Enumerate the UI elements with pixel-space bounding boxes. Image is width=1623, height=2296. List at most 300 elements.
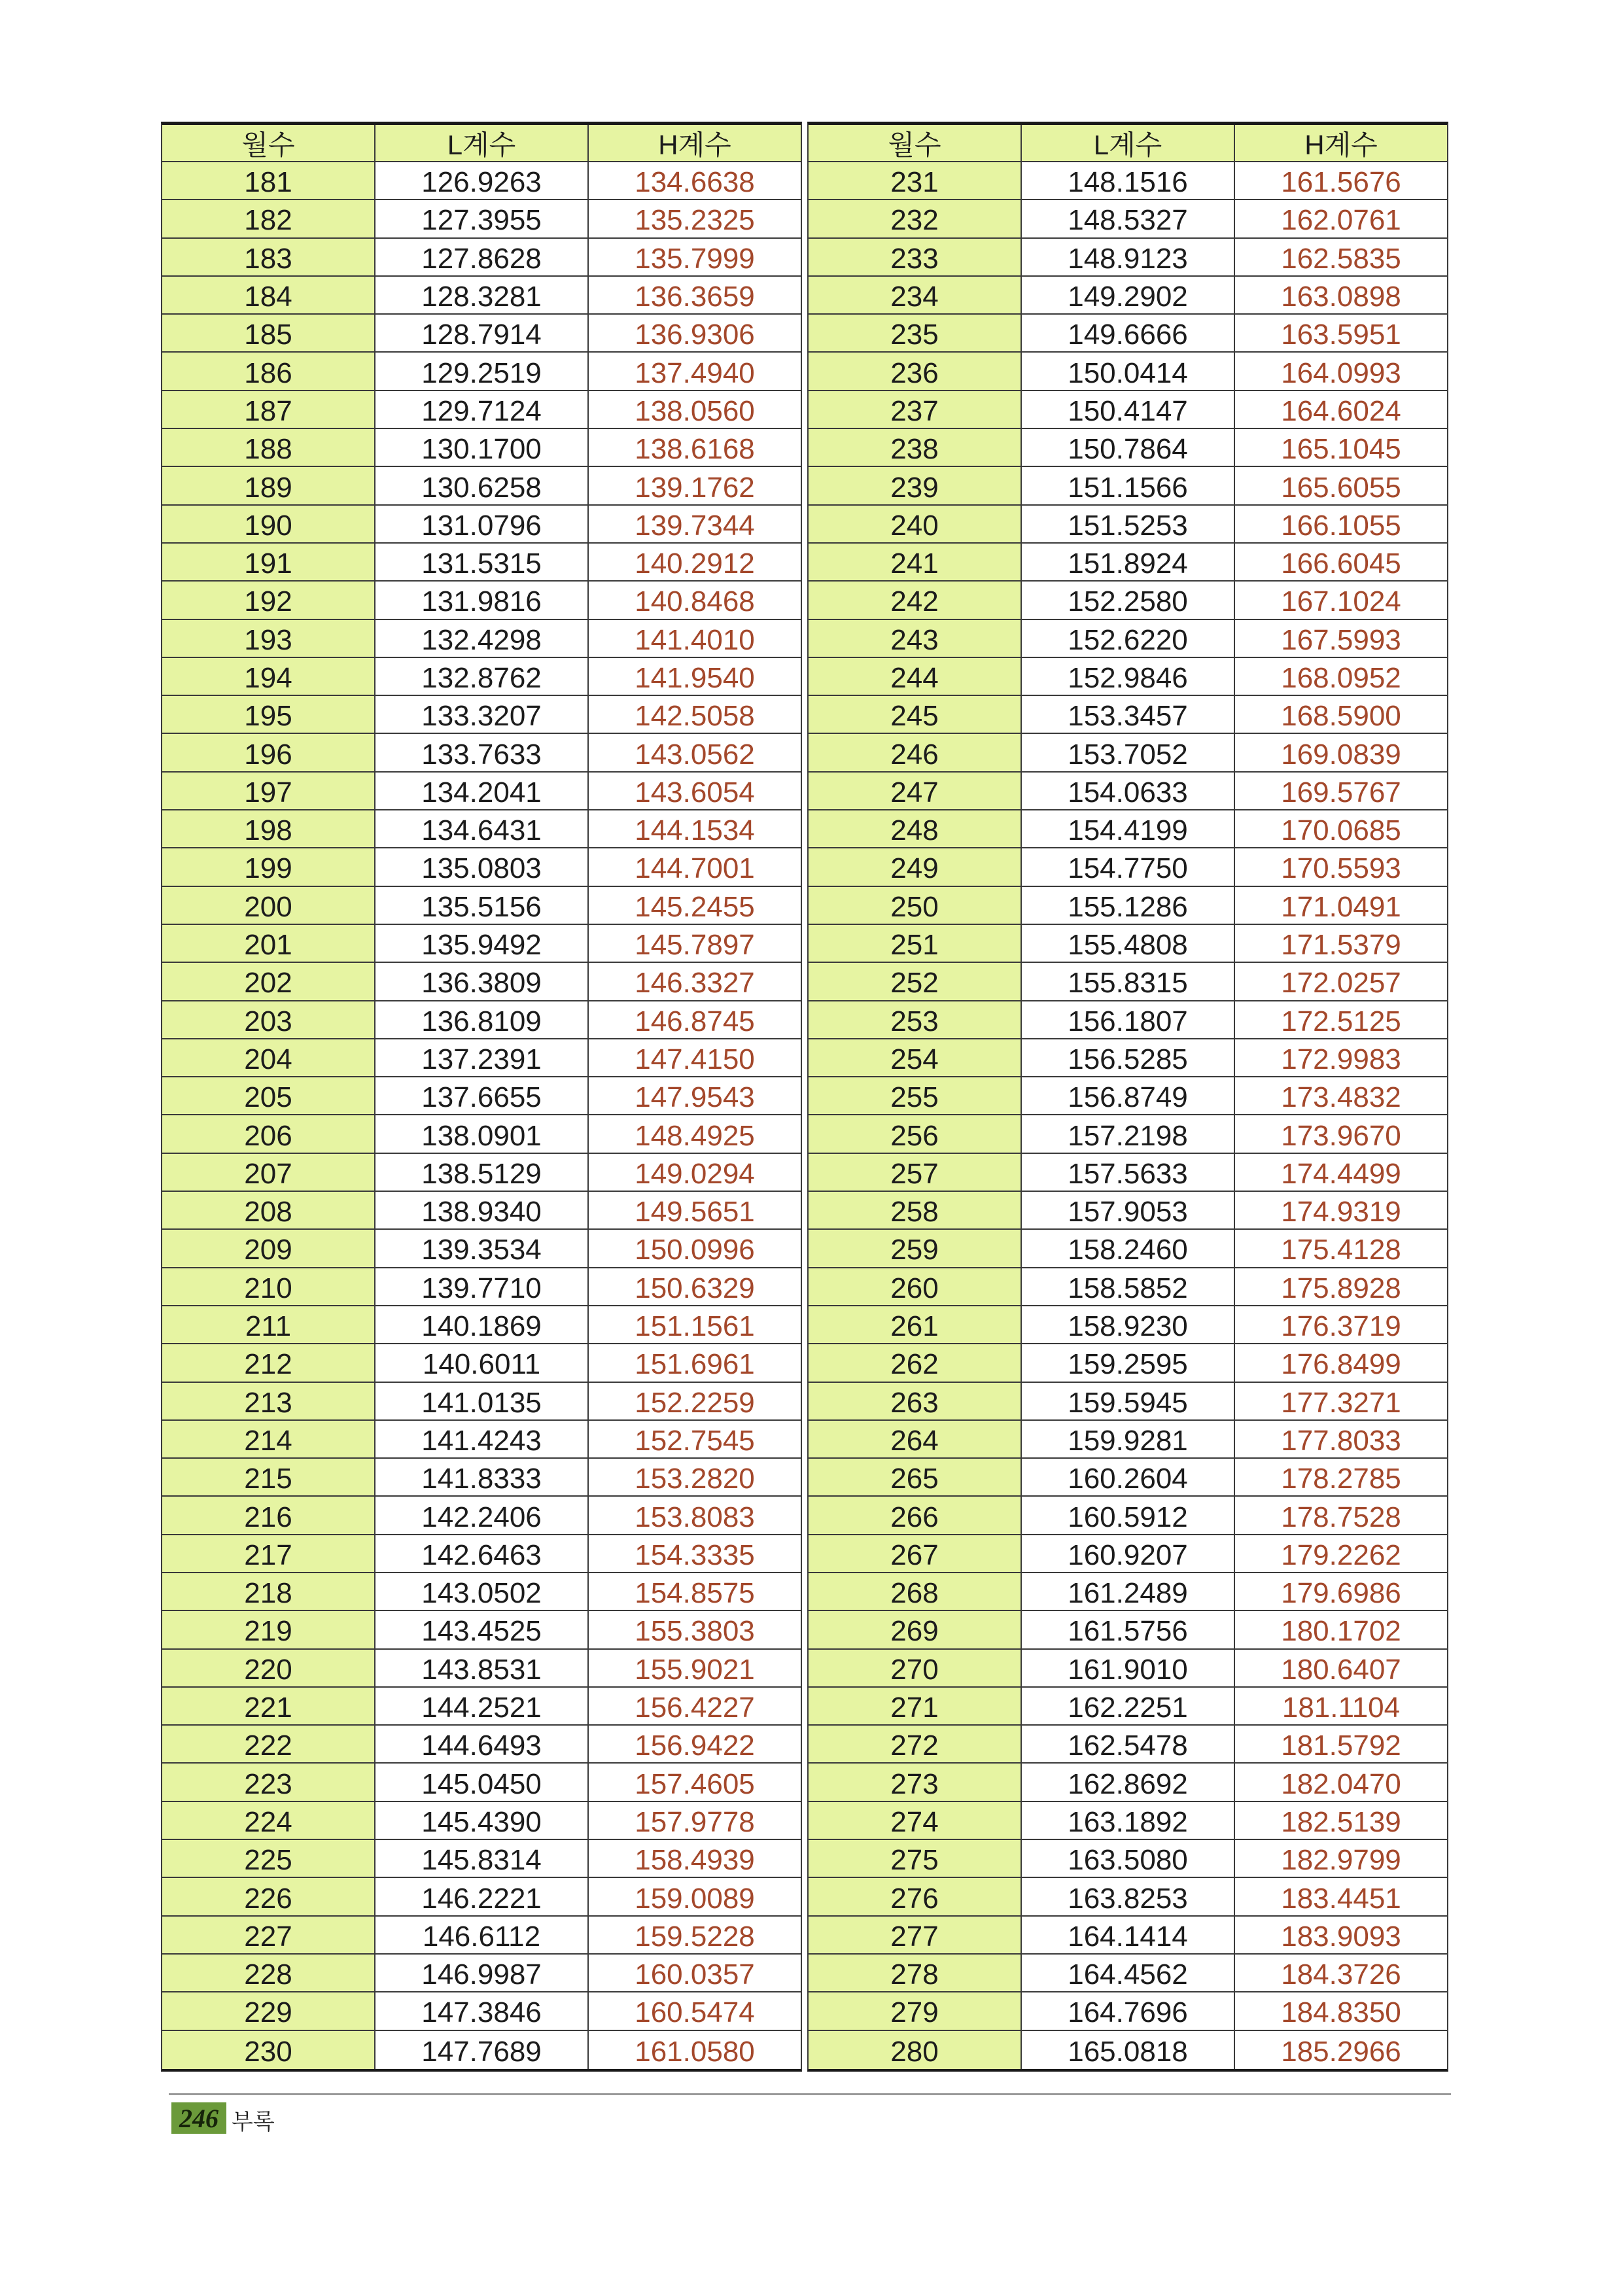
month-cell: 254 bbox=[809, 1039, 1022, 1076]
h-coefficient-cell: 183.9093 bbox=[1281, 1920, 1401, 1953]
month-cell: 187 bbox=[162, 391, 375, 428]
l-coefficient-cell: 161.9010 bbox=[1022, 1650, 1235, 1686]
h-coefficient-cell: 168.5900 bbox=[1281, 700, 1401, 733]
month-cell: 278 bbox=[809, 1955, 1022, 1991]
table-row bbox=[162, 162, 801, 200]
table-row bbox=[809, 315, 1447, 353]
h-coefficient-cell: 140.8468 bbox=[635, 585, 755, 618]
h-coefficient-cell: 162.5835 bbox=[1281, 242, 1401, 275]
month-cell: 188 bbox=[162, 429, 375, 466]
month-cell: 217 bbox=[162, 1535, 375, 1572]
l-coefficient-cell: 145.8314 bbox=[375, 1840, 589, 1877]
table-row bbox=[809, 1154, 1447, 1192]
month-cell: 269 bbox=[809, 1611, 1022, 1648]
h-coefficient-cell: 168.0952 bbox=[1281, 662, 1401, 694]
l-coefficient-cell: 162.8692 bbox=[1022, 1764, 1235, 1800]
h-coefficient-cell: 139.1762 bbox=[635, 471, 755, 504]
l-coefficient-cell: 134.6431 bbox=[375, 810, 589, 847]
h-coefficient-cell: 179.2262 bbox=[1281, 1539, 1401, 1571]
h-coefficient-cell: 143.6054 bbox=[635, 776, 755, 809]
table-row bbox=[809, 1726, 1447, 1764]
month-cell: 275 bbox=[809, 1840, 1022, 1877]
table-row bbox=[809, 1917, 1447, 1955]
month-cell: 214 bbox=[162, 1421, 375, 1457]
month-cell: 262 bbox=[809, 1344, 1022, 1381]
h-coefficient-cell: 175.8928 bbox=[1281, 1272, 1401, 1304]
month-cell: 258 bbox=[809, 1192, 1022, 1228]
month-cell: 232 bbox=[809, 200, 1022, 237]
h-coefficient-cell: 136.9306 bbox=[635, 319, 755, 351]
table-row bbox=[162, 658, 801, 696]
month-cell: 266 bbox=[809, 1497, 1022, 1533]
month-cell: 237 bbox=[809, 391, 1022, 428]
month-cell: 241 bbox=[809, 544, 1022, 580]
table-row bbox=[162, 1611, 801, 1649]
l-coefficient-cell: 150.7864 bbox=[1022, 429, 1235, 466]
table-row bbox=[809, 1955, 1447, 1992]
table-row bbox=[162, 315, 801, 353]
l-coefficient-cell: 138.9340 bbox=[375, 1192, 589, 1228]
l-coefficient-cell: 135.0803 bbox=[375, 848, 589, 885]
l-coefficient-cell: 139.7710 bbox=[375, 1268, 589, 1305]
h-coefficient-cell: 176.8499 bbox=[1281, 1348, 1401, 1381]
month-cell: 212 bbox=[162, 1344, 375, 1381]
l-coefficient-cell: 147.7689 bbox=[375, 2031, 589, 2069]
table-row bbox=[162, 925, 801, 963]
h-coefficient-cell: 152.7545 bbox=[635, 1424, 755, 1457]
l-coefficient-cell: 129.2519 bbox=[375, 353, 589, 389]
month-cell: 192 bbox=[162, 582, 375, 618]
l-coefficient-cell: 144.6493 bbox=[375, 1726, 589, 1762]
l-coefficient-cell: 155.1286 bbox=[1022, 887, 1235, 924]
month-cell: 184 bbox=[162, 277, 375, 313]
table-row bbox=[162, 1039, 801, 1077]
h-coefficient-cell: 183.4451 bbox=[1281, 1882, 1401, 1915]
l-coefficient-cell: 128.3281 bbox=[375, 277, 589, 313]
h-coefficient-cell: 164.0993 bbox=[1281, 357, 1401, 389]
l-coefficient-cell: 146.2221 bbox=[375, 1878, 589, 1915]
table-row bbox=[162, 620, 801, 658]
table-row bbox=[809, 1344, 1447, 1382]
h-coefficient-cell: 135.2325 bbox=[635, 204, 755, 237]
h-coefficient-cell: 161.0580 bbox=[635, 2035, 755, 2068]
month-cell: 195 bbox=[162, 696, 375, 733]
table-row bbox=[809, 773, 1447, 810]
l-coefficient-cell: 141.0135 bbox=[375, 1383, 589, 1419]
table-row bbox=[162, 1268, 801, 1306]
l-coefficient-cell: 126.9263 bbox=[375, 162, 589, 199]
header-month: 월수 bbox=[809, 125, 1022, 161]
h-coefficient-cell: 170.0685 bbox=[1281, 814, 1401, 847]
l-coefficient-cell: 135.9492 bbox=[375, 925, 589, 962]
month-cell: 189 bbox=[162, 467, 375, 504]
h-coefficient-cell: 165.1045 bbox=[1281, 433, 1401, 466]
table-row bbox=[809, 162, 1447, 200]
left-table bbox=[161, 122, 802, 2072]
h-coefficient-cell: 154.8575 bbox=[635, 1577, 755, 1610]
month-cell: 186 bbox=[162, 353, 375, 389]
l-coefficient-cell: 162.5478 bbox=[1022, 1726, 1235, 1762]
table-row bbox=[809, 1878, 1447, 1916]
h-coefficient-cell: 184.3726 bbox=[1281, 1958, 1401, 1991]
h-coefficient-cell: 171.0491 bbox=[1281, 890, 1401, 923]
month-cell: 240 bbox=[809, 506, 1022, 542]
h-coefficient-cell: 134.6638 bbox=[635, 166, 755, 199]
month-cell: 191 bbox=[162, 544, 375, 580]
l-coefficient-cell: 131.0796 bbox=[375, 506, 589, 542]
table-row bbox=[809, 1650, 1447, 1688]
month-cell: 210 bbox=[162, 1268, 375, 1305]
month-cell: 238 bbox=[809, 429, 1022, 466]
l-coefficient-cell: 143.8531 bbox=[375, 1650, 589, 1686]
h-coefficient-cell: 167.5993 bbox=[1281, 623, 1401, 656]
l-coefficient-cell: 158.2460 bbox=[1022, 1230, 1235, 1266]
table-row bbox=[809, 1306, 1447, 1344]
month-cell: 243 bbox=[809, 620, 1022, 657]
month-cell: 230 bbox=[162, 2031, 375, 2069]
l-coefficient-cell: 145.0450 bbox=[375, 1764, 589, 1800]
h-coefficient-cell: 174.9319 bbox=[1281, 1196, 1401, 1228]
month-cell: 234 bbox=[809, 277, 1022, 313]
month-cell: 263 bbox=[809, 1383, 1022, 1419]
month-cell: 264 bbox=[809, 1421, 1022, 1457]
h-coefficient-cell: 143.0562 bbox=[635, 738, 755, 771]
table-row bbox=[809, 2031, 1447, 2069]
l-coefficient-cell: 163.1892 bbox=[1022, 1802, 1235, 1839]
h-coefficient-cell: 169.0839 bbox=[1281, 738, 1401, 771]
table-row bbox=[162, 1955, 801, 1992]
month-cell: 223 bbox=[162, 1764, 375, 1800]
table-row bbox=[162, 1917, 801, 1955]
table-row bbox=[162, 1154, 801, 1192]
l-coefficient-cell: 154.7750 bbox=[1022, 848, 1235, 885]
table-row bbox=[162, 200, 801, 238]
table-row bbox=[809, 1992, 1447, 2030]
h-coefficient-cell: 163.0898 bbox=[1281, 281, 1401, 313]
h-coefficient-cell: 141.4010 bbox=[635, 623, 755, 656]
table-row bbox=[162, 1688, 801, 1726]
table-row bbox=[809, 1077, 1447, 1115]
l-coefficient-cell: 150.4147 bbox=[1022, 391, 1235, 428]
l-coefficient-cell: 127.8628 bbox=[375, 239, 589, 275]
table-row bbox=[809, 1535, 1447, 1573]
table-row bbox=[162, 1459, 801, 1497]
month-cell: 260 bbox=[809, 1268, 1022, 1305]
h-coefficient-cell: 152.2259 bbox=[635, 1386, 755, 1419]
month-cell: 276 bbox=[809, 1878, 1022, 1915]
table-row bbox=[162, 1421, 801, 1459]
month-cell: 207 bbox=[162, 1154, 375, 1191]
month-cell: 205 bbox=[162, 1077, 375, 1114]
h-coefficient-cell: 157.9778 bbox=[635, 1805, 755, 1838]
h-coefficient-cell: 181.1104 bbox=[1282, 1692, 1401, 1724]
l-coefficient-cell: 148.1516 bbox=[1022, 162, 1235, 199]
table-header-row bbox=[809, 125, 1447, 162]
l-coefficient-cell: 164.4562 bbox=[1022, 1955, 1235, 1991]
l-coefficient-cell: 154.0633 bbox=[1022, 773, 1235, 809]
l-coefficient-cell: 134.2041 bbox=[375, 773, 589, 809]
h-coefficient-cell: 147.4150 bbox=[635, 1043, 755, 1075]
table-row bbox=[809, 506, 1447, 544]
h-coefficient-cell: 138.0560 bbox=[635, 394, 755, 427]
l-coefficient-cell: 161.5756 bbox=[1022, 1611, 1235, 1648]
l-coefficient-cell: 156.5285 bbox=[1022, 1039, 1235, 1076]
h-coefficient-cell: 160.5474 bbox=[635, 1996, 755, 2029]
month-cell: 270 bbox=[809, 1650, 1022, 1686]
h-coefficient-cell: 182.5139 bbox=[1281, 1805, 1401, 1838]
h-coefficient-cell: 155.3803 bbox=[635, 1615, 755, 1648]
h-coefficient-cell: 172.9983 bbox=[1281, 1043, 1401, 1075]
h-coefficient-cell: 169.5767 bbox=[1281, 776, 1401, 809]
h-coefficient-cell: 177.8033 bbox=[1281, 1424, 1401, 1457]
table-row bbox=[809, 734, 1447, 772]
h-coefficient-cell: 172.5125 bbox=[1281, 1005, 1401, 1037]
month-cell: 239 bbox=[809, 467, 1022, 504]
month-cell: 209 bbox=[162, 1230, 375, 1266]
l-coefficient-cell: 127.3955 bbox=[375, 200, 589, 237]
table-row bbox=[162, 1306, 801, 1344]
table-row bbox=[809, 353, 1447, 391]
month-cell: 229 bbox=[162, 1992, 375, 2029]
h-coefficient-cell: 180.6407 bbox=[1281, 1653, 1401, 1686]
month-cell: 185 bbox=[162, 315, 375, 351]
h-coefficient-cell: 151.1561 bbox=[635, 1310, 755, 1343]
table-row bbox=[809, 1611, 1447, 1649]
l-coefficient-cell: 138.5129 bbox=[375, 1154, 589, 1191]
month-cell: 221 bbox=[162, 1688, 375, 1724]
h-coefficient-cell: 175.4128 bbox=[1281, 1234, 1401, 1266]
month-cell: 181 bbox=[162, 162, 375, 199]
h-coefficient-cell: 145.7897 bbox=[635, 929, 755, 962]
l-coefficient-cell: 158.9230 bbox=[1022, 1306, 1235, 1343]
l-coefficient-cell: 160.5912 bbox=[1022, 1497, 1235, 1533]
l-coefficient-cell: 137.6655 bbox=[375, 1077, 589, 1114]
l-coefficient-cell: 162.2251 bbox=[1022, 1688, 1235, 1724]
table-row bbox=[162, 1878, 801, 1916]
month-cell: 249 bbox=[809, 848, 1022, 885]
l-coefficient-cell: 133.7633 bbox=[375, 734, 589, 771]
l-coefficient-cell: 152.6220 bbox=[1022, 620, 1235, 657]
table-row bbox=[809, 1459, 1447, 1497]
l-coefficient-cell: 151.8924 bbox=[1022, 544, 1235, 580]
left-table-body bbox=[162, 162, 801, 2069]
h-coefficient-cell: 161.5676 bbox=[1281, 166, 1401, 199]
l-coefficient-cell: 163.5080 bbox=[1022, 1840, 1235, 1877]
h-coefficient-cell: 145.2455 bbox=[635, 890, 755, 923]
month-cell: 267 bbox=[809, 1535, 1022, 1572]
l-coefficient-cell: 159.9281 bbox=[1022, 1421, 1235, 1457]
month-cell: 200 bbox=[162, 887, 375, 924]
l-coefficient-cell: 142.6463 bbox=[375, 1535, 589, 1572]
l-coefficient-cell: 153.3457 bbox=[1022, 696, 1235, 733]
month-cell: 259 bbox=[809, 1230, 1022, 1266]
month-cell: 196 bbox=[162, 734, 375, 771]
h-coefficient-cell: 158.4939 bbox=[635, 1844, 755, 1877]
h-coefficient-cell: 179.6986 bbox=[1281, 1577, 1401, 1610]
l-coefficient-cell: 143.0502 bbox=[375, 1573, 589, 1610]
l-coefficient-cell: 157.5633 bbox=[1022, 1154, 1235, 1191]
table-header-row bbox=[162, 125, 801, 162]
h-coefficient-cell: 156.4227 bbox=[635, 1692, 755, 1724]
month-cell: 272 bbox=[809, 1726, 1022, 1762]
table-row bbox=[809, 200, 1447, 238]
h-coefficient-cell: 184.8350 bbox=[1281, 1996, 1401, 2029]
table-row bbox=[162, 544, 801, 582]
table-row bbox=[809, 620, 1447, 658]
l-coefficient-cell: 158.5852 bbox=[1022, 1268, 1235, 1305]
h-coefficient-cell: 139.7344 bbox=[635, 509, 755, 542]
h-coefficient-cell: 171.5379 bbox=[1281, 929, 1401, 962]
month-cell: 190 bbox=[162, 506, 375, 542]
month-cell: 279 bbox=[809, 1992, 1022, 2029]
month-cell: 257 bbox=[809, 1154, 1022, 1191]
table-row bbox=[809, 1039, 1447, 1077]
right-table-body bbox=[809, 162, 1447, 2069]
month-cell: 219 bbox=[162, 1611, 375, 1648]
table-row bbox=[162, 1802, 801, 1840]
month-cell: 247 bbox=[809, 773, 1022, 809]
h-coefficient-cell: 137.4940 bbox=[635, 357, 755, 389]
table-row bbox=[162, 1764, 801, 1801]
table-row bbox=[809, 1802, 1447, 1840]
h-coefficient-cell: 160.0357 bbox=[635, 1958, 755, 1991]
month-cell: 213 bbox=[162, 1383, 375, 1419]
h-coefficient-cell: 177.3271 bbox=[1281, 1386, 1401, 1419]
l-coefficient-cell: 131.5315 bbox=[375, 544, 589, 580]
table-row bbox=[809, 1688, 1447, 1726]
table-row bbox=[162, 2031, 801, 2069]
l-coefficient-cell: 150.0414 bbox=[1022, 353, 1235, 389]
table-row bbox=[162, 1077, 801, 1115]
h-coefficient-cell: 163.5951 bbox=[1281, 319, 1401, 351]
table-row bbox=[809, 1840, 1447, 1878]
month-cell: 227 bbox=[162, 1917, 375, 1953]
month-cell: 233 bbox=[809, 239, 1022, 275]
table-row bbox=[809, 1115, 1447, 1153]
table-row bbox=[162, 582, 801, 619]
h-coefficient-cell: 157.4605 bbox=[635, 1767, 755, 1800]
table-row bbox=[162, 1230, 801, 1268]
h-coefficient-cell: 172.0257 bbox=[1281, 967, 1401, 1000]
header-l-coefficient: L계수 bbox=[1022, 125, 1235, 161]
h-coefficient-cell: 165.6055 bbox=[1281, 471, 1401, 504]
h-coefficient-cell: 136.3659 bbox=[635, 281, 755, 313]
h-coefficient-cell: 146.3327 bbox=[635, 967, 755, 1000]
l-coefficient-cell: 160.9207 bbox=[1022, 1535, 1235, 1572]
l-coefficient-cell: 149.6666 bbox=[1022, 315, 1235, 351]
h-coefficient-cell: 176.3719 bbox=[1281, 1310, 1401, 1343]
month-cell: 215 bbox=[162, 1459, 375, 1495]
section-label: 부록 bbox=[232, 2109, 275, 2134]
month-cell: 251 bbox=[809, 925, 1022, 962]
h-coefficient-cell: 153.2820 bbox=[635, 1463, 755, 1495]
table-row bbox=[809, 1764, 1447, 1801]
month-cell: 245 bbox=[809, 696, 1022, 733]
month-cell: 235 bbox=[809, 315, 1022, 351]
month-cell: 246 bbox=[809, 734, 1022, 771]
table-row bbox=[162, 1992, 801, 2030]
l-coefficient-cell: 129.7124 bbox=[375, 391, 589, 428]
l-coefficient-cell: 146.6112 bbox=[375, 1917, 589, 1953]
l-coefficient-cell: 157.2198 bbox=[1022, 1115, 1235, 1152]
h-coefficient-cell: 147.9543 bbox=[635, 1081, 755, 1114]
header-month: 월수 bbox=[162, 125, 375, 161]
l-coefficient-cell: 133.3207 bbox=[375, 696, 589, 733]
table-row bbox=[162, 1344, 801, 1382]
h-coefficient-cell: 174.4499 bbox=[1281, 1157, 1401, 1190]
l-coefficient-cell: 163.8253 bbox=[1022, 1878, 1235, 1915]
table-row bbox=[809, 544, 1447, 582]
h-coefficient-cell: 180.1702 bbox=[1281, 1615, 1401, 1648]
l-coefficient-cell: 159.5945 bbox=[1022, 1383, 1235, 1419]
table-row bbox=[162, 391, 801, 429]
l-coefficient-cell: 142.2406 bbox=[375, 1497, 589, 1533]
l-coefficient-cell: 136.8109 bbox=[375, 1001, 589, 1038]
table-row bbox=[809, 277, 1447, 315]
h-coefficient-cell: 155.9021 bbox=[635, 1653, 755, 1686]
header-h-coefficient: H계수 bbox=[1304, 129, 1378, 160]
h-coefficient-cell: 170.5593 bbox=[1281, 852, 1401, 885]
h-coefficient-cell: 144.1534 bbox=[635, 814, 755, 847]
month-cell: 193 bbox=[162, 620, 375, 657]
l-coefficient-cell: 143.4525 bbox=[375, 1611, 589, 1648]
h-coefficient-cell: 148.4925 bbox=[635, 1119, 755, 1152]
l-coefficient-cell: 128.7914 bbox=[375, 315, 589, 351]
month-cell: 255 bbox=[809, 1077, 1022, 1114]
l-coefficient-cell: 140.1869 bbox=[375, 1306, 589, 1343]
month-cell: 206 bbox=[162, 1115, 375, 1152]
table-row bbox=[809, 1192, 1447, 1230]
table-row bbox=[162, 887, 801, 925]
l-coefficient-cell: 165.0818 bbox=[1022, 2031, 1235, 2069]
footer-divider bbox=[169, 2093, 1451, 2095]
h-coefficient-cell: 141.9540 bbox=[635, 662, 755, 694]
month-cell: 197 bbox=[162, 773, 375, 809]
h-coefficient-cell: 182.0470 bbox=[1281, 1767, 1401, 1800]
l-coefficient-cell: 137.2391 bbox=[375, 1039, 589, 1076]
month-cell: 244 bbox=[809, 658, 1022, 695]
h-coefficient-cell: 167.1024 bbox=[1281, 585, 1401, 618]
month-cell: 250 bbox=[809, 887, 1022, 924]
table-row bbox=[809, 848, 1447, 886]
month-cell: 274 bbox=[809, 1802, 1022, 1839]
table-row bbox=[809, 887, 1447, 925]
month-cell: 201 bbox=[162, 925, 375, 962]
table-row bbox=[809, 239, 1447, 277]
table-row bbox=[809, 963, 1447, 1001]
l-coefficient-cell: 132.8762 bbox=[375, 658, 589, 695]
table-row bbox=[162, 1573, 801, 1611]
table-row bbox=[162, 773, 801, 810]
l-coefficient-cell: 138.0901 bbox=[375, 1115, 589, 1152]
l-coefficient-cell: 159.2595 bbox=[1022, 1344, 1235, 1381]
month-cell: 256 bbox=[809, 1115, 1022, 1152]
month-cell: 265 bbox=[809, 1459, 1022, 1495]
h-coefficient-cell: 149.0294 bbox=[635, 1157, 755, 1190]
h-coefficient-cell: 173.4832 bbox=[1281, 1081, 1401, 1114]
month-cell: 202 bbox=[162, 963, 375, 1000]
table-row bbox=[162, 429, 801, 467]
month-cell: 198 bbox=[162, 810, 375, 847]
l-coefficient-cell: 149.2902 bbox=[1022, 277, 1235, 313]
month-cell: 268 bbox=[809, 1573, 1022, 1610]
table-row bbox=[162, 1726, 801, 1764]
month-cell: 261 bbox=[809, 1306, 1022, 1343]
h-coefficient-cell: 181.5792 bbox=[1281, 1730, 1401, 1762]
h-coefficient-cell: 166.6045 bbox=[1281, 548, 1401, 580]
table-row bbox=[162, 1115, 801, 1153]
table-row bbox=[162, 696, 801, 734]
